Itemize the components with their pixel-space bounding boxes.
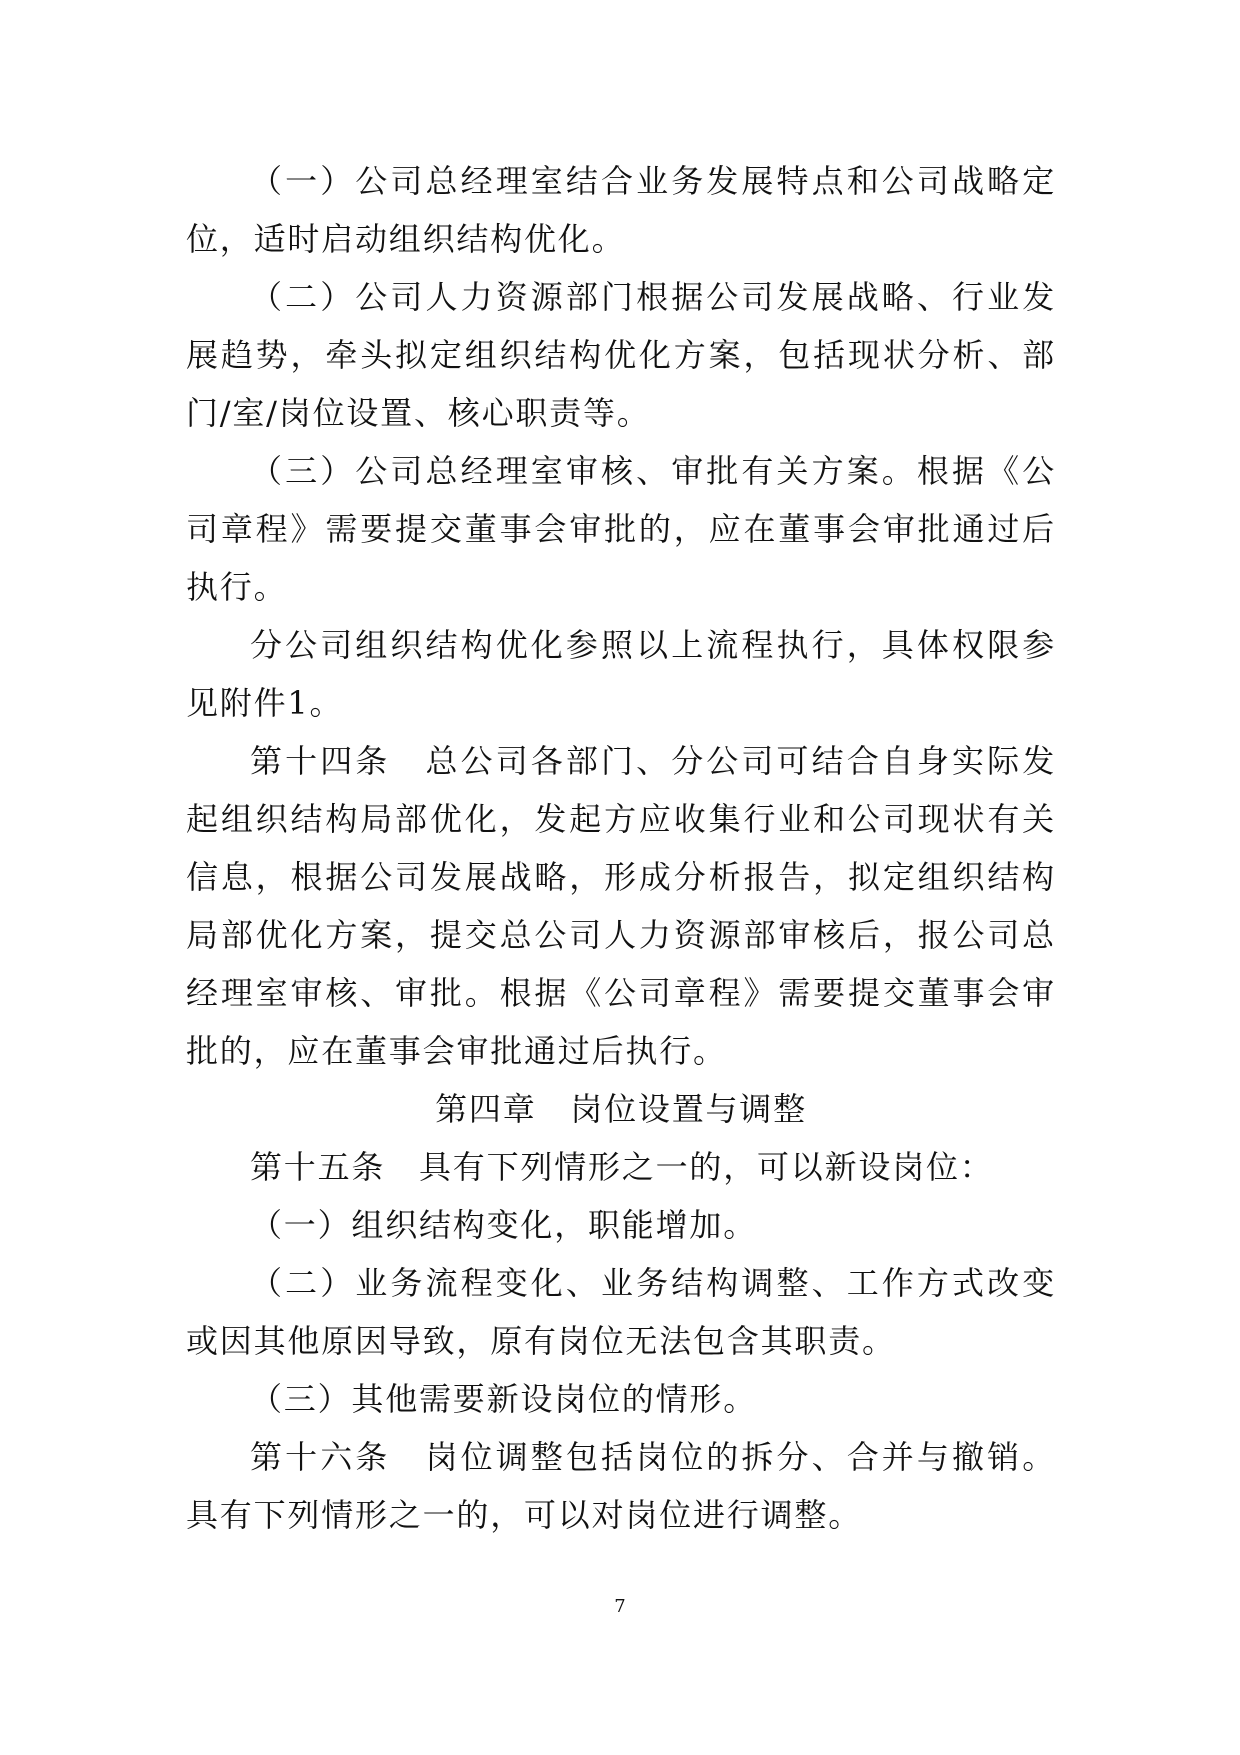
page-number: 7 [614, 1596, 626, 1617]
paragraph-article-16: 第十六条 岗位调整包括岗位的拆分、合并与撤销。具有下列情形之一的，可以对岗位进行调整。 [186, 1438, 1056, 1534]
paragraph-branch-note: 分公司组织结构优化参照以上流程执行，具体权限参见附件1。 [186, 626, 1056, 722]
document-body [186, 152, 1056, 1544]
paragraph-clause-1: （一）公司总经理室结合业务发展特点和公司战略定位，适时启动组织结构优化。 [186, 162, 1056, 258]
paragraph-clause-2: （二）公司人力资源部门根据公司发展战略、行业发展趋势，牵头拟定组织结构优化方案，包括现状分析、部门/室/岗位设置、核心职责等。 [186, 278, 1056, 432]
paragraph-item-3: （三）其他需要新设岗位的情形。 [250, 1380, 758, 1418]
paragraph-item-2: （二）业务流程变化、业务结构调整、工作方式改变或因其他原因导致，原有岗位无法包含其职责。 [186, 1264, 1056, 1360]
paragraph-article-15: 第十五条 具有下列情形之一的，可以新设岗位： [250, 1148, 994, 1186]
paragraph-item-1: （一）组织结构变化，职能增加。 [250, 1206, 758, 1244]
paragraph-article-14: 第十四条 总公司各部门、分公司可结合自身实际发起组织结构局部优化，发起方应收集行业和公司现状有关信息，根据公司发展战略，形成分析报告，拟定组织结构局部优化方案，提交总公司人力资源部审核后，报公司总经理室审核、审批。根据《公司章程》需要提交董事会审批的，应在董事会审批通过后执行。 [186, 742, 1056, 1070]
paragraph-clause-3: （三）公司总经理室审核、审批有关方案。根据《公司章程》需要提交董事会审批的，应在董事会审批通过后执行。 [186, 452, 1056, 606]
chapter-heading: 第四章 岗位设置与调整 [435, 1090, 807, 1128]
